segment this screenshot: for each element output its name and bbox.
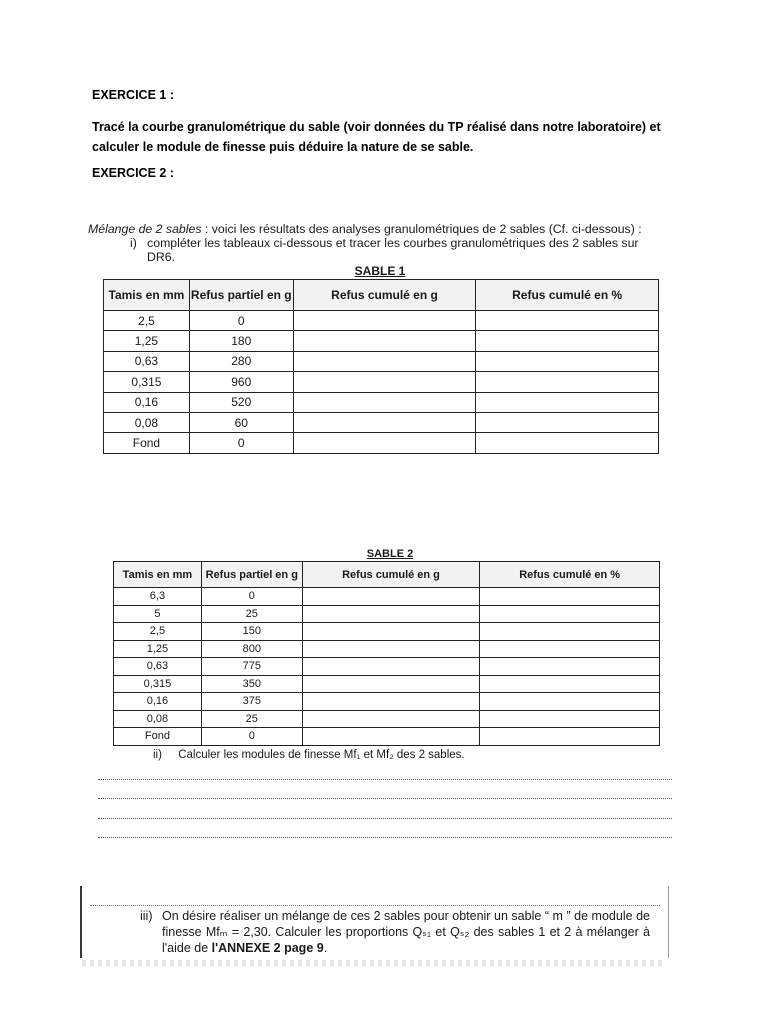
table1-cell[interactable] [476,412,659,432]
table2-cell[interactable] [480,693,660,711]
table1-cell: Fond [104,433,190,453]
table2-row [114,675,660,693]
question1-line2: DR6. [147,250,176,264]
question3-label: iii) [140,909,153,923]
table2-cell: 350 [201,675,302,693]
table2-row [114,640,660,658]
table1-cell: 0,08 [104,412,190,432]
table1-cell: 1,25 [104,331,190,351]
table2-title: SABLE 2 [366,548,414,560]
table2-cell: 375 [201,693,302,711]
table1-row [104,331,659,351]
intro-italic: Mélange de 2 sables [88,222,202,236]
exercise2-intro [88,222,672,264]
table2-cell: 0,08 [114,710,202,728]
table2-cell: 6,3 [114,588,202,606]
table2-row [114,710,660,728]
table2-header: Refus partiel en g [201,562,302,588]
table2-cell: 5 [114,605,202,623]
table2-header: Refus cumulé en % [480,562,660,588]
table1-cell[interactable] [293,433,476,453]
table1-cell: 0 [189,433,293,453]
table2-cell[interactable] [302,693,480,711]
table1-header: Refus cumulé en g [293,280,476,311]
table1-cell: 60 [189,412,293,432]
table1-cell[interactable] [476,433,659,453]
table1-cell[interactable] [476,351,659,371]
question1-label: i) [130,236,137,250]
question2-label: ii) [153,749,162,761]
answer-line[interactable] [98,779,672,780]
table1-title: SABLE 1 [354,264,406,278]
table2-cell: 0 [201,588,302,606]
table2-cell[interactable] [480,588,660,606]
table2-cell: 0,315 [114,675,202,693]
exercise2-title: EXERCICE 2 : [92,166,174,180]
table1 [103,279,659,454]
table1-cell[interactable] [476,392,659,412]
table2-cell: 0 [201,728,302,746]
table2-row [114,658,660,676]
table1-cell: 0,16 [104,392,190,412]
table2-cell[interactable] [480,605,660,623]
table2-cell[interactable] [302,675,480,693]
table2 [113,561,660,746]
question1-line1 [88,236,672,250]
table1-cell[interactable] [476,311,659,331]
question3-text [140,908,650,956]
question2-text: Calculer les modules de finesse Mf₁ et Mf₂ des 2 sables. [178,749,465,761]
table2-cell: 25 [201,710,302,728]
table2-cell: 0,63 [114,658,202,676]
table2-cell[interactable] [480,728,660,746]
table1-cell[interactable] [476,331,659,351]
table1-cell[interactable] [476,372,659,392]
table1-header: Refus cumulé en % [476,280,659,311]
question3-text-a: On désire réaliser un mélange de ces 2 sables pour obtenir un sable “ m ” de module de finesse Mfₘ = 2,30. Calculer les proportions Qₛ₁ et Qₛ₂ des sables 1 et 2 à mélanger à l'aide de [162,909,650,955]
table1-cell: 2,5 [104,311,190,331]
exercise2-intro-line [88,222,672,236]
table1-row [104,412,659,432]
table1-row [104,372,659,392]
table2-row [114,728,660,746]
question3 [140,908,650,956]
answer-line[interactable] [98,818,672,819]
table1-cell[interactable] [293,331,476,351]
table2-cell[interactable] [302,588,480,606]
table1-cell: 180 [189,331,293,351]
table1-cell: 960 [189,372,293,392]
table1-cell: 0,63 [104,351,190,371]
exercise1-text-line1: Tracé la courbe granulométrique du sable (voir données du TP réalisé dans notre laboratoire) et [92,120,661,134]
answer-line[interactable] [98,837,672,838]
table1-row [104,392,659,412]
table2-cell[interactable] [480,640,660,658]
table1-row [104,433,659,453]
table2-row [114,693,660,711]
table1-cell[interactable] [293,372,476,392]
table2-header: Refus cumulé en g [302,562,480,588]
table2-cell: 800 [201,640,302,658]
table1-cell: 520 [189,392,293,412]
table1-header: Refus partiel en g [189,280,293,311]
table1-header: Tamis en mm [104,280,190,311]
table2-header: Tamis en mm [114,562,202,588]
table2-cell: 2,5 [114,623,202,641]
table2-cell[interactable] [302,658,480,676]
divider [90,905,660,906]
table2-cell[interactable] [302,710,480,728]
table2-cell: Fond [114,728,202,746]
table2-cell[interactable] [302,605,480,623]
table2-cell: 775 [201,658,302,676]
table2-row [114,605,660,623]
table1-cell[interactable] [293,311,476,331]
question1-text: compléter les tableaux ci-dessous et tracer les courbes granulométriques des 2 sables sur [147,236,639,250]
table2-cell[interactable] [480,710,660,728]
table1-cell[interactable] [293,412,476,432]
table1-row [104,311,659,331]
table2-cell: 1,25 [114,640,202,658]
table1-cell[interactable] [293,392,476,412]
table1-cell: 0 [189,311,293,331]
table2-cell[interactable] [302,623,480,641]
exercise1-text [92,117,682,157]
answer-line[interactable] [98,798,672,799]
exercise1-text-line2: calculer le module de finesse puis déduire la nature de se sable. [92,140,474,154]
table2-cell[interactable] [480,675,660,693]
table2-cell[interactable] [302,728,480,746]
intro-rest: : voici les résultats des analyses granulométriques de 2 sables (Cf. ci-dessous) : [201,222,642,236]
table2-row [114,588,660,606]
cropped-edge [82,960,666,966]
table2-cell[interactable] [480,658,660,676]
annex-reference: l'ANNEXE 2 page 9 [211,941,324,955]
table2-cell: 150 [201,623,302,641]
exercise1-title: EXERCICE 1 : [92,88,174,102]
table1-cell[interactable] [293,351,476,371]
question2 [153,749,465,761]
table2-cell: 25 [201,605,302,623]
table1-row [104,351,659,371]
table2-row [114,623,660,641]
question3-text-end: . [323,941,328,955]
table1-cell: 0,315 [104,372,190,392]
table2-cell: 0,16 [114,693,202,711]
table2-header-row [114,562,660,588]
table1-cell: 280 [189,351,293,371]
table1-header-row [104,280,659,311]
table2-cell[interactable] [302,640,480,658]
table2-cell[interactable] [480,623,660,641]
